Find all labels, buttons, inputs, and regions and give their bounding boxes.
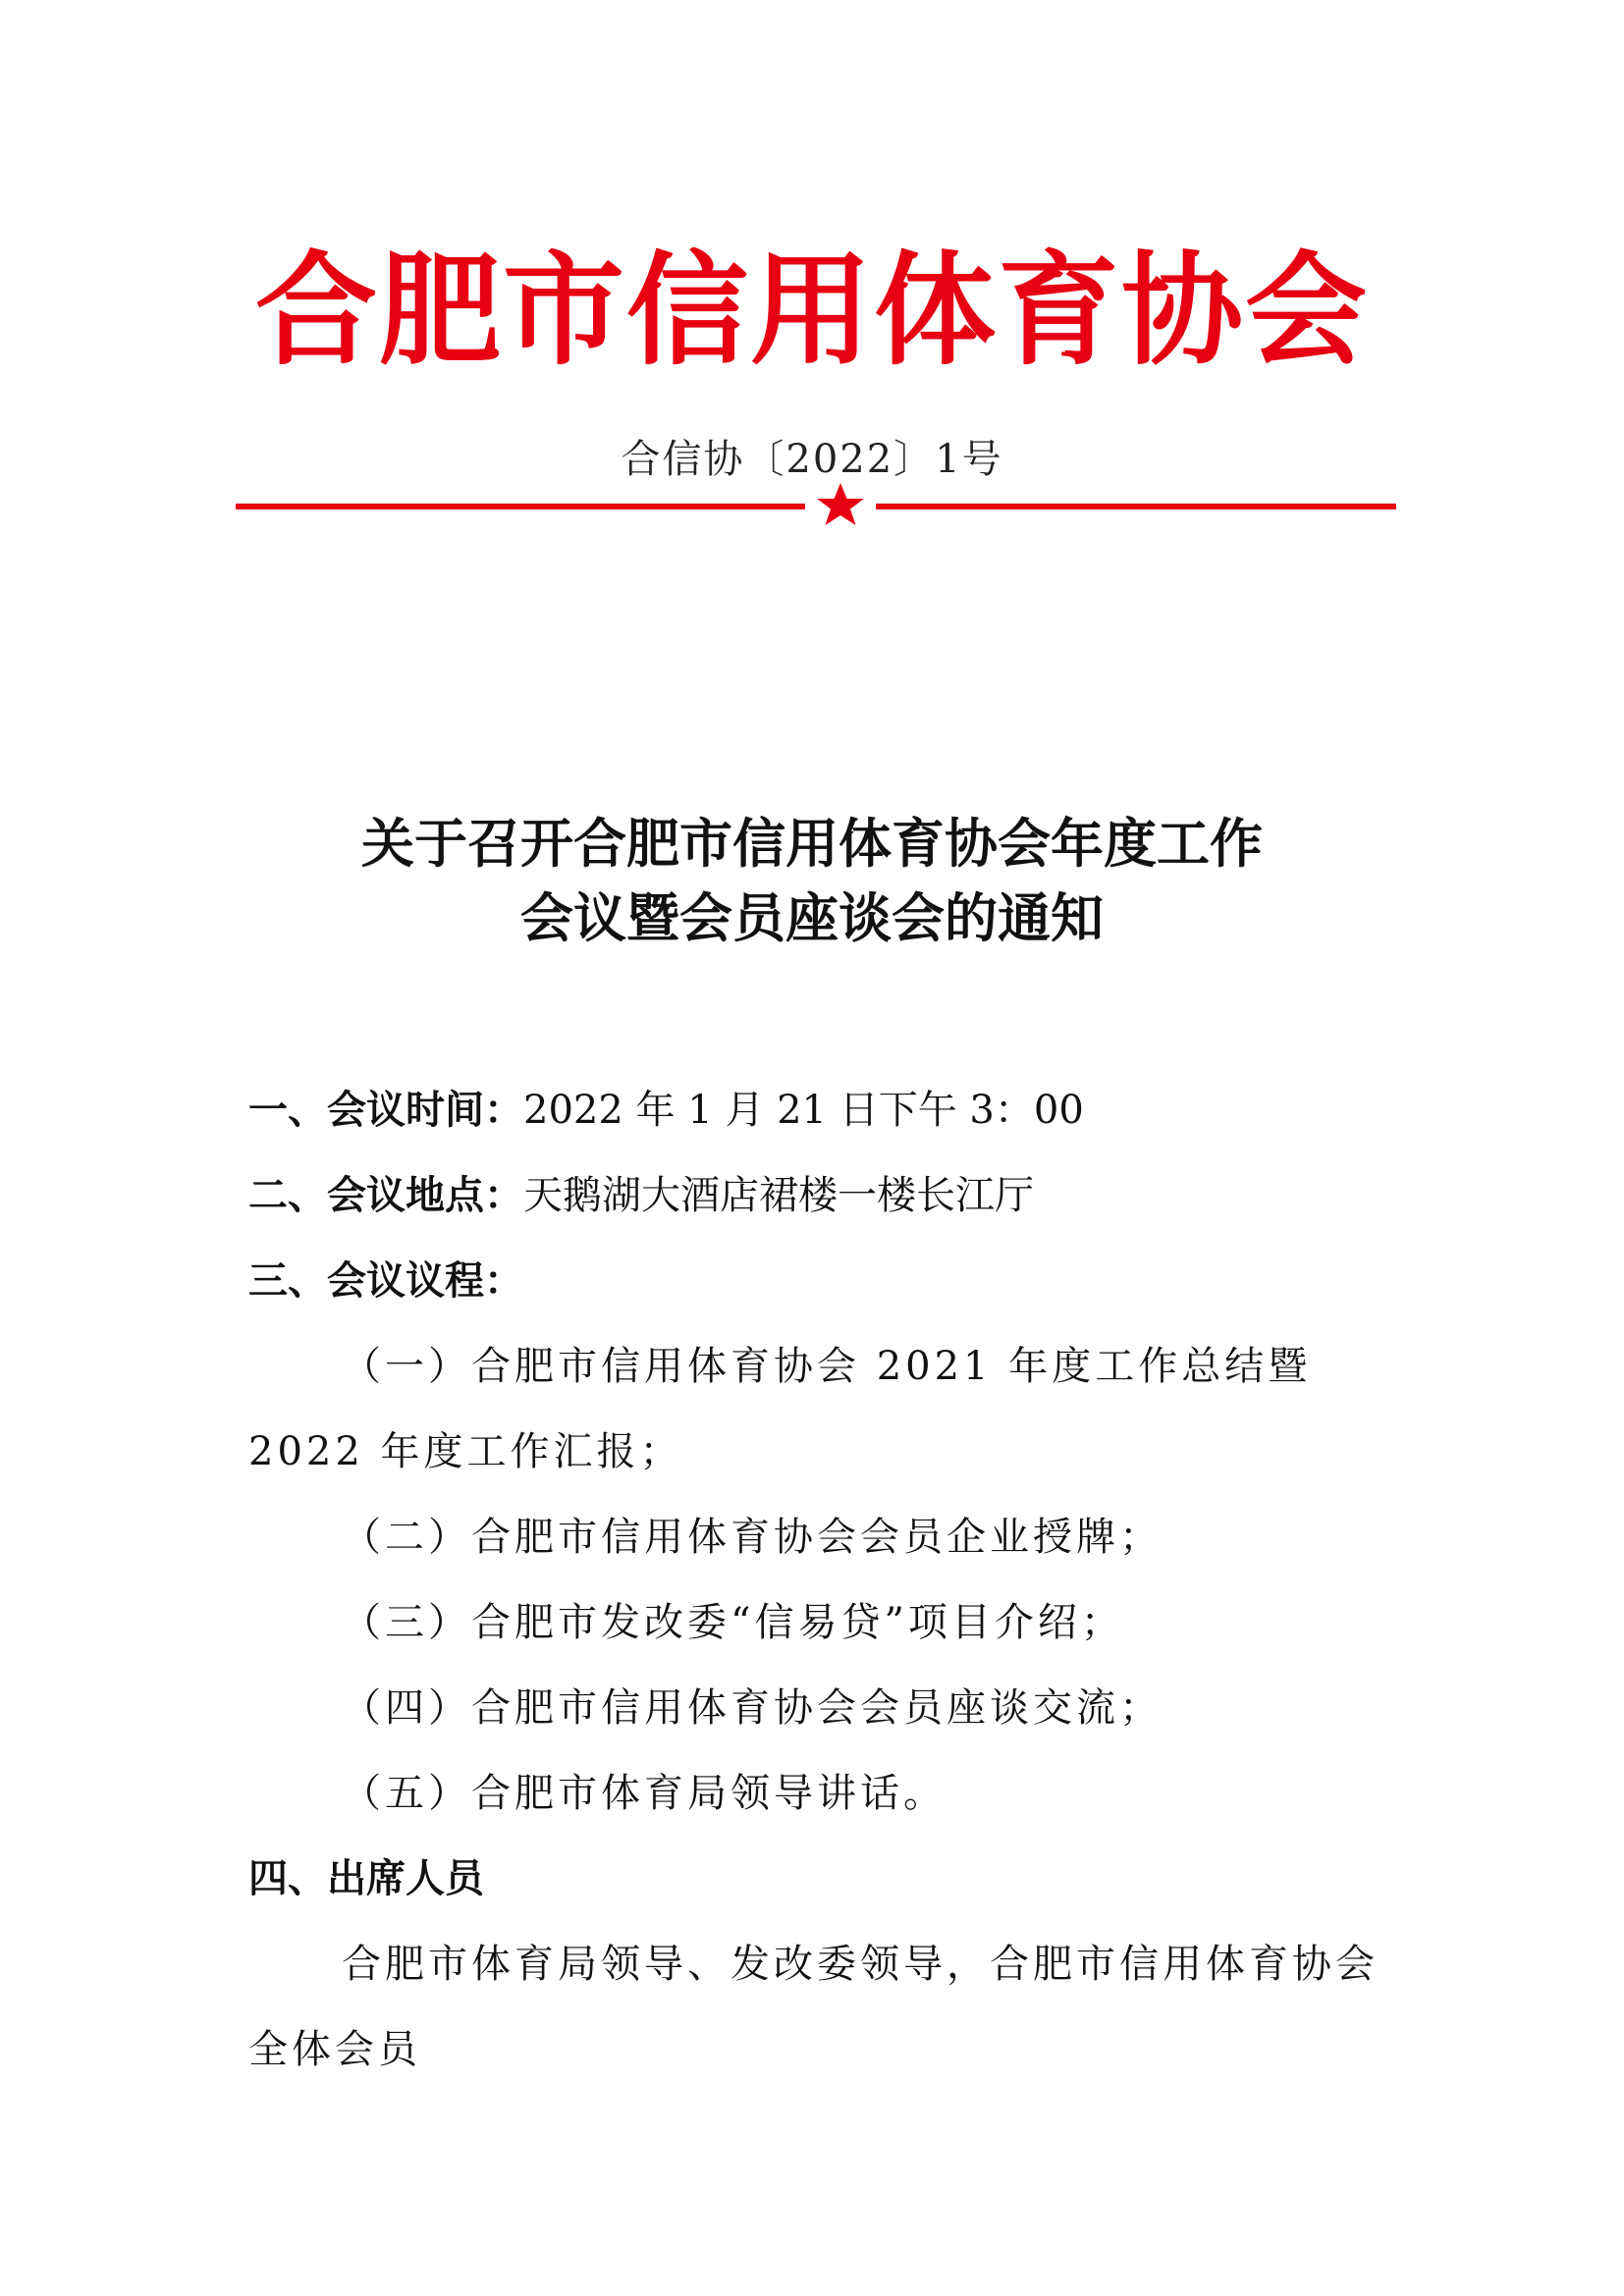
section-place-label: 二、会议地点：	[248, 1173, 523, 1218]
section-time-label: 一、会议时间：	[248, 1088, 523, 1133]
agenda-item: （三）合肥市发改委“信易贷”项目介绍；	[342, 1600, 1124, 1645]
agenda-item: （二）合肥市信用体育协会会员企业授牌；	[342, 1515, 1163, 1560]
attendees-text: 合肥市体育局领导、发改委领导，合肥市信用体育协会全体会员	[248, 1942, 1379, 2072]
red-divider-right	[876, 504, 1396, 509]
notice-title-line-1: 关于召开合肥市信用体育协会年度工作	[361, 813, 1263, 875]
section-attendees	[248, 1837, 1387, 1922]
star-icon	[811, 481, 870, 528]
section-place-value: 天鹅湖大酒店裙楼一楼长江厅	[523, 1173, 1034, 1218]
notice-title-line-2: 会议暨会员座谈会的通知	[520, 887, 1104, 949]
section-time	[248, 1068, 1387, 1153]
letterhead-organization: 合肥市信用体育协会	[254, 240, 1369, 382]
notice-title	[0, 807, 1624, 956]
section-attendees-label: 四、出席人员	[248, 1856, 484, 1901]
agenda-item: （四）合肥市信用体育协会会员座谈交流；	[342, 1685, 1163, 1731]
section-time-value: 2022 年 1 月 21 日下午 3：00	[523, 1088, 1084, 1133]
red-divider-left	[236, 504, 805, 509]
section-agenda-label: 三、会议议程：	[248, 1258, 523, 1304]
agenda-item: （一）合肥市信用体育协会 2021 年度工作总结暨 2022 年度工作汇报；	[248, 1344, 1312, 1474]
section-agenda	[248, 1239, 1387, 1324]
notice-body	[248, 1068, 1387, 2093]
agenda-item: （五）合肥市体育局领导讲话。	[342, 1771, 947, 1816]
document-number: 合信协〔2022〕1号	[621, 437, 1003, 482]
section-place	[248, 1153, 1387, 1239]
